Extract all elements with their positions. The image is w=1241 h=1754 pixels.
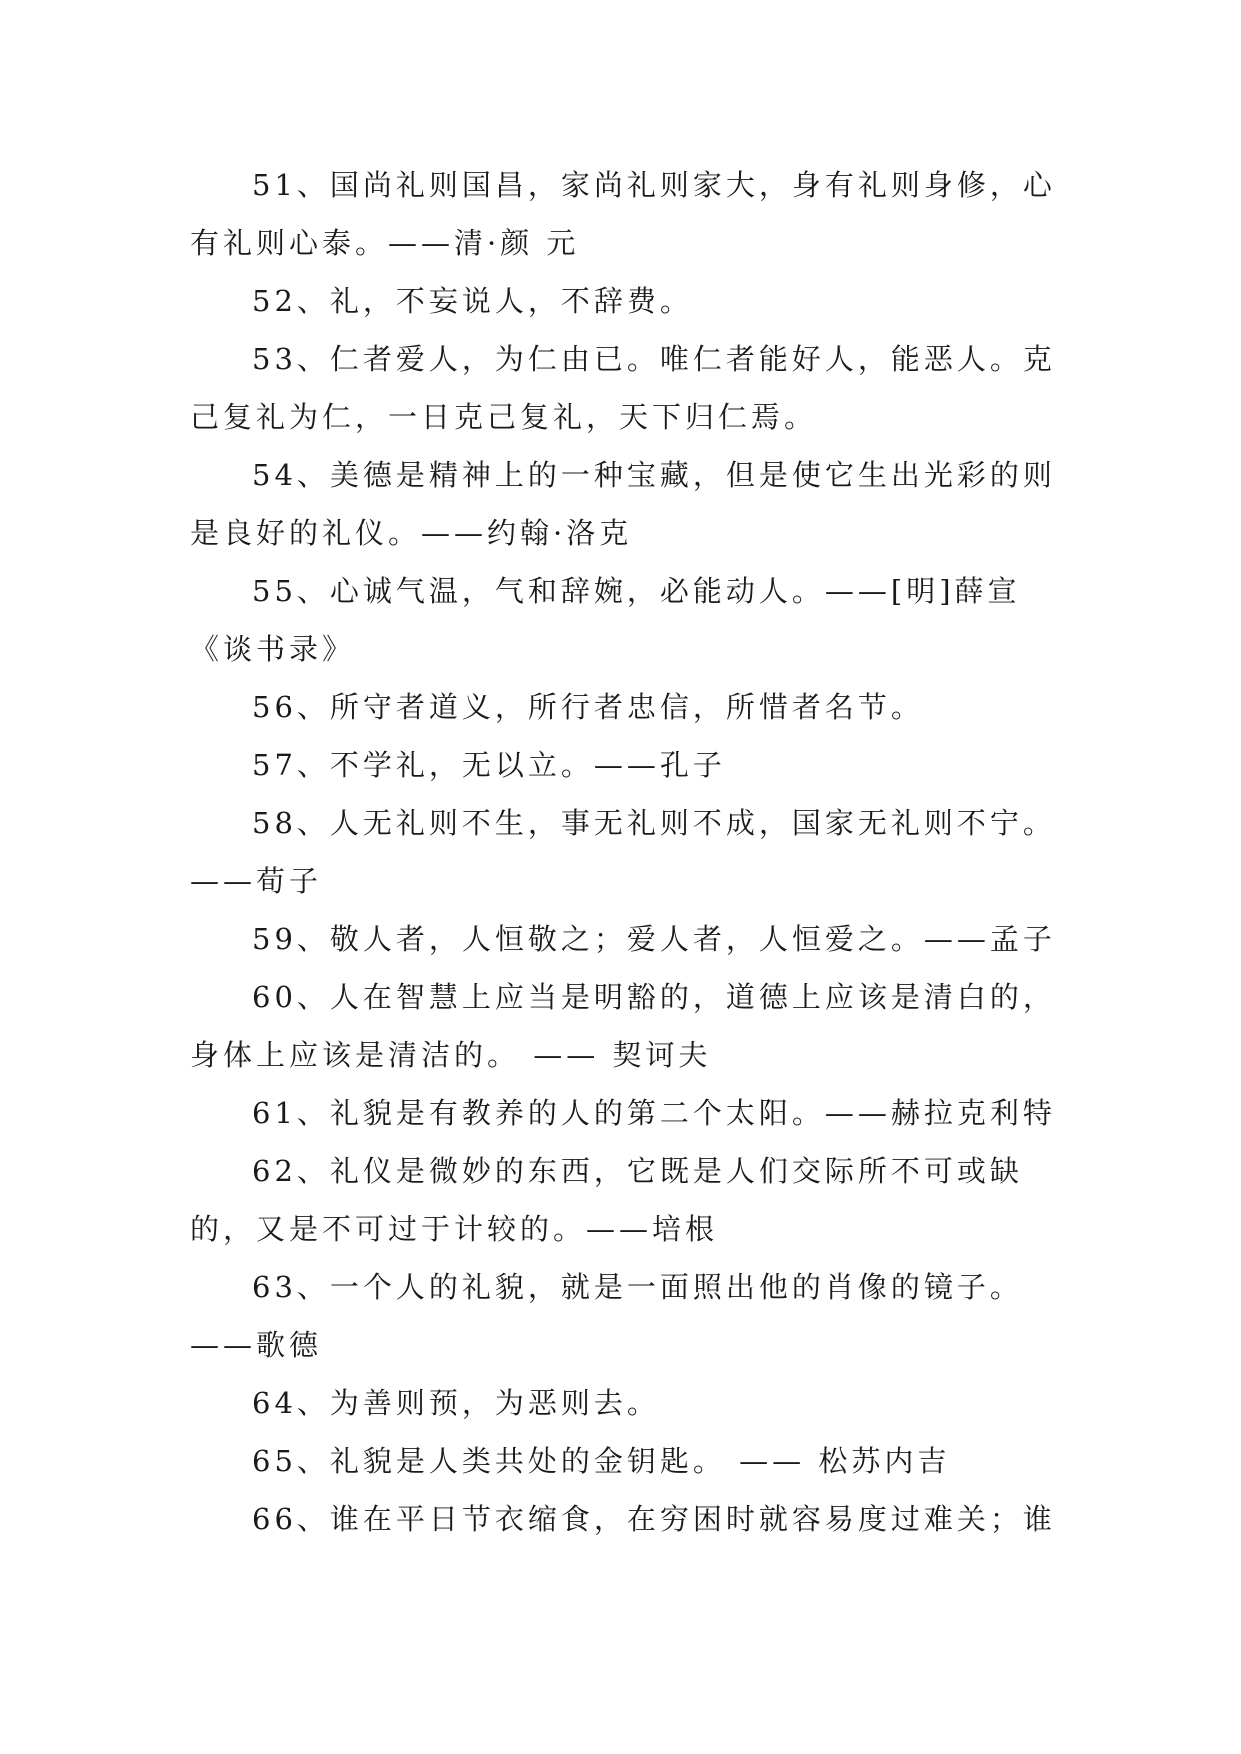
quote-paragraph-65: 65、礼貌是人类共处的金钥匙。 —— 松苏内吉 [252,1444,951,1478]
quote-paragraph-51: 51、国尚礼则国昌，家尚礼则家大，身有礼则身修，心有礼则心泰。——清·颜 元 [190,168,1056,260]
quote-paragraph-58: 58、人无礼则不生，事无礼则不成，国家无礼则不宁。——荀子 [190,806,1056,898]
quote-paragraph-66: 66、谁在平日节衣缩食，在穷困时就容易度过难关；谁 [252,1502,1056,1536]
quote-paragraph-56: 56、所守者道义，所行者忠信，所惜者名节。 [252,690,924,724]
quote-paragraph-63: 63、一个人的礼貌，就是一面照出他的肖像的镜子。——歌德 [190,1270,1023,1362]
quote-paragraph-54: 54、美德是精神上的一种宝藏，但是使它生出光彩的则是良好的礼仪。——约翰·洛克 [190,458,1056,550]
quote-paragraph-53: 53、仁者爱人，为仁由已。唯仁者能好人，能恶人。克己复礼为仁，一日克己复礼，天下归仁焉。 [190,342,1056,434]
quote-paragraph-64: 64、为善则预，为恶则去。 [252,1386,660,1420]
document-body [190,156,1070,1548]
quote-paragraph-60: 60、人在智慧上应当是明豁的，道德上应该是清白的，身体上应该是清洁的。 —— 契诃夫 [190,980,1056,1072]
quote-paragraph-61: 61、礼貌是有教养的人的第二个太阳。——赫拉克利特 [252,1096,1056,1130]
quote-paragraph-55: 55、心诚气温，气和辞婉，必能动人。——[明]薛宣《谈书录》 [190,574,1021,666]
quote-paragraph-52: 52、礼，不妄说人，不辞费。 [252,284,693,318]
quote-paragraph-57: 57、不学礼，无以立。——孔子 [252,748,726,782]
quote-paragraph-62: 62、礼仪是微妙的东西，它既是人们交际所不可或缺的，又是不可过于计较的。——培根 [190,1154,1023,1246]
quote-paragraph-59: 59、敬人者，人恒敬之；爱人者，人恒爱之。——孟子 [252,922,1056,956]
